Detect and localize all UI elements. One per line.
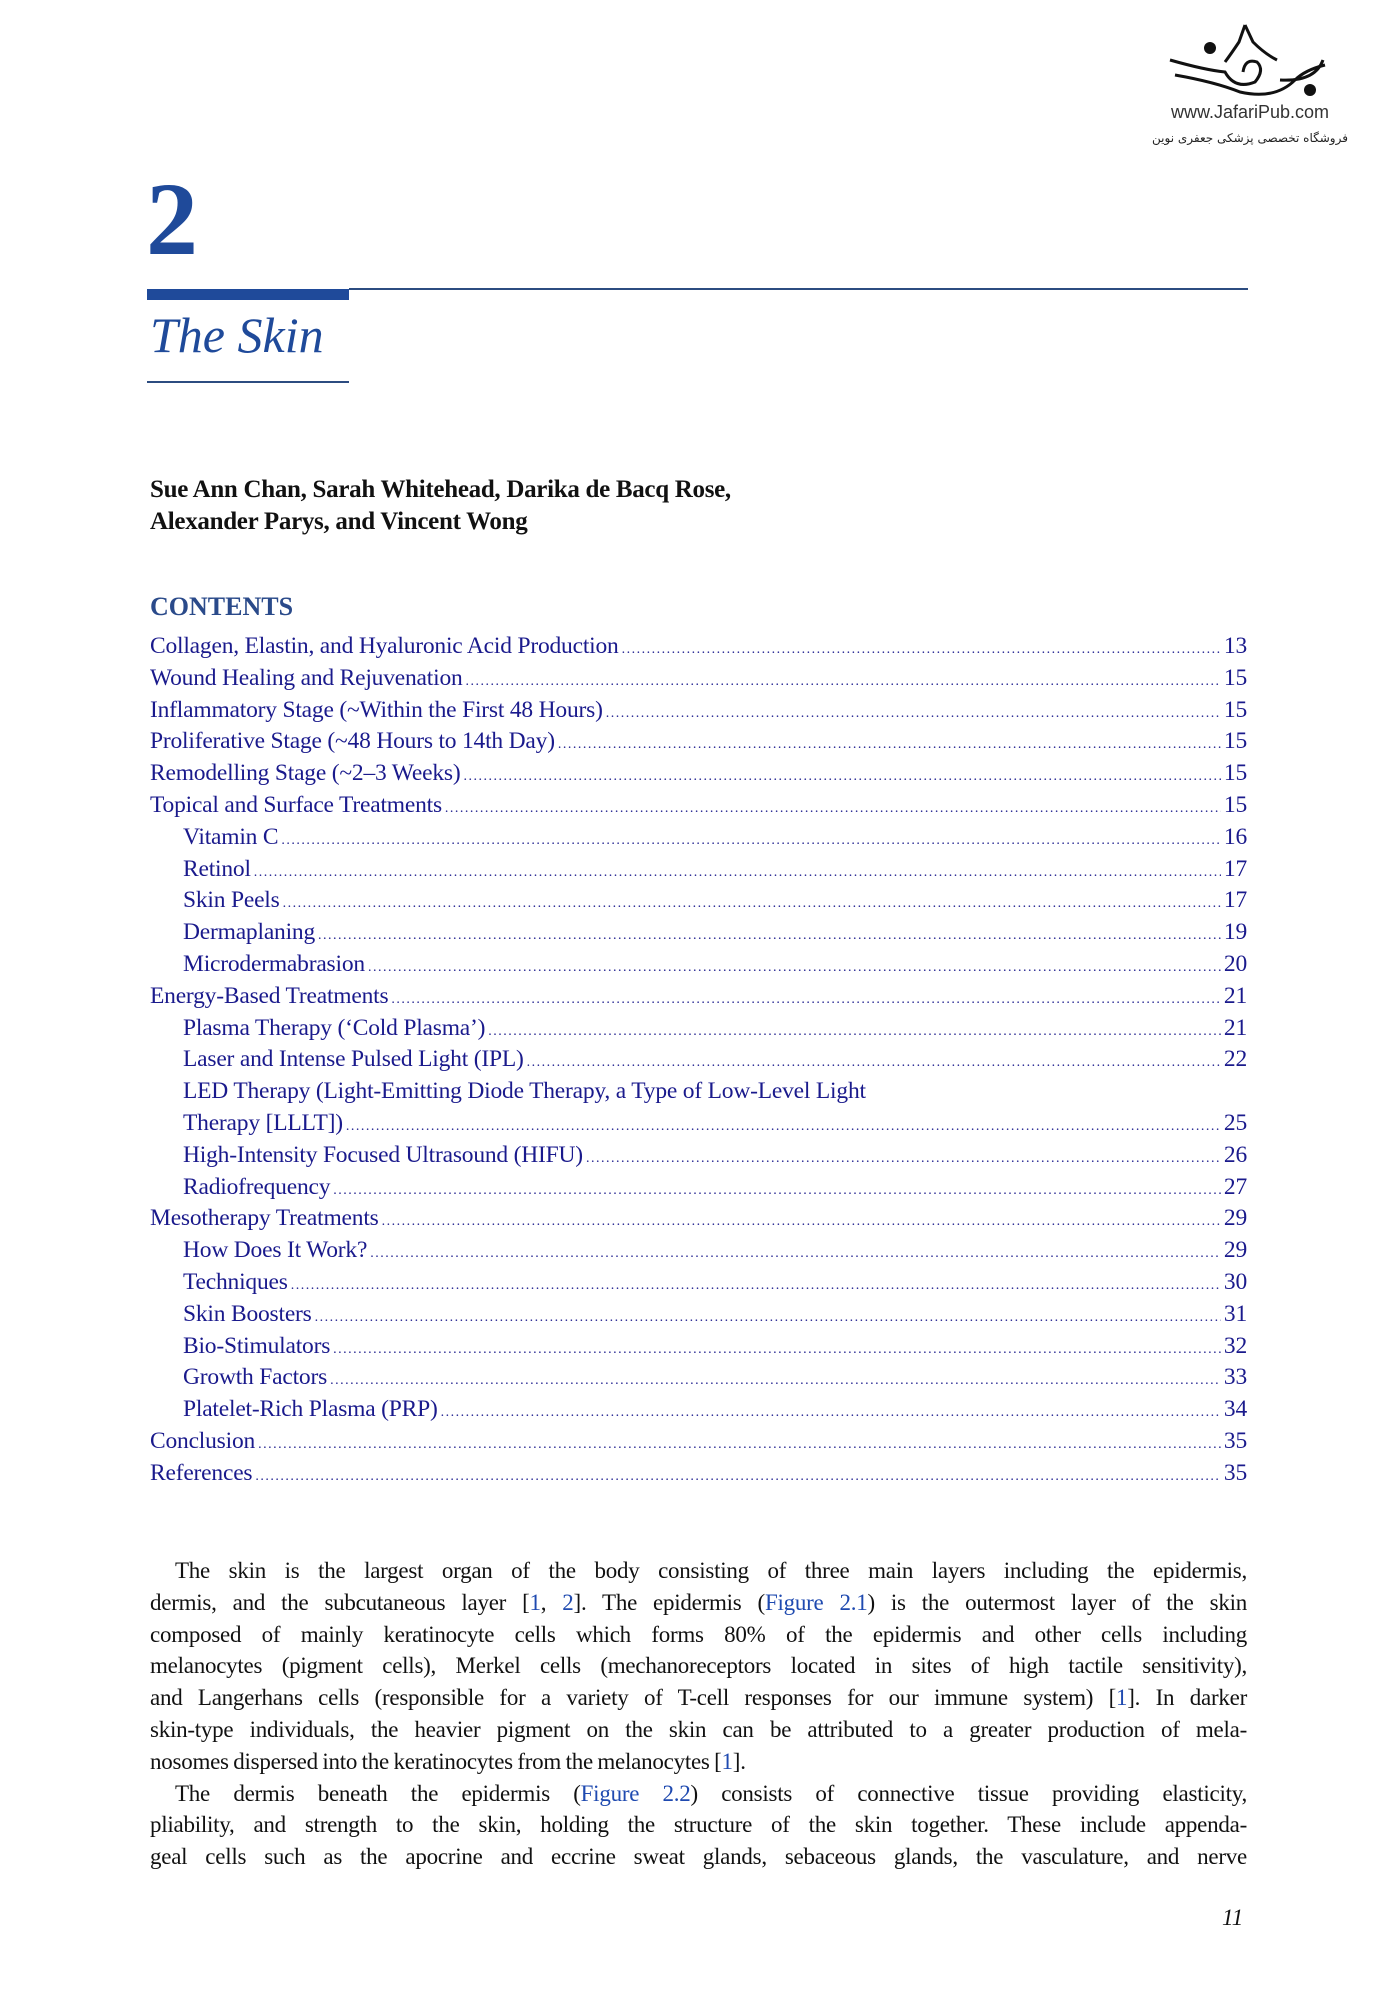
- citation-link[interactable]: 1: [529, 1589, 541, 1615]
- dot-leader: [258, 1437, 1221, 1453]
- text: ]. In darker: [1127, 1685, 1247, 1711]
- toc-entry[interactable]: [150, 1015, 1247, 1047]
- toc-entry-label[interactable]: Skin Peels: [183, 887, 280, 914]
- dot-leader: [558, 737, 1221, 753]
- toc-entry-label[interactable]: References: [150, 1459, 253, 1486]
- authors-line: Sue Ann Chan, Sarah Whitehead, Darika de Bacq Rose,: [150, 476, 731, 503]
- toc-entry-label[interactable]: Remodelling Stage (~2–3 Weeks): [150, 760, 461, 787]
- toc-entry-page[interactable]: 31: [1223, 1300, 1247, 1327]
- toc-entry-page[interactable]: 26: [1223, 1141, 1247, 1168]
- toc-entry-page[interactable]: 15: [1223, 728, 1247, 755]
- dot-leader: [368, 960, 1221, 976]
- toc-entry-page[interactable]: 29: [1223, 1205, 1247, 1232]
- toc-entry[interactable]: [150, 1333, 1247, 1365]
- dot-leader: [254, 865, 1221, 881]
- toc-entry[interactable]: [150, 1110, 1247, 1142]
- toc-entry[interactable]: [150, 1078, 1247, 1110]
- dot-leader: [622, 642, 1221, 658]
- dot-leader: [527, 1055, 1221, 1071]
- toc-entry[interactable]: [150, 983, 1247, 1015]
- contents-heading: CONTENTS: [150, 592, 294, 621]
- authors: [150, 474, 731, 538]
- toc-entry-label[interactable]: Radiofrequency: [183, 1173, 331, 1200]
- toc-entry-page[interactable]: 16: [1223, 823, 1247, 850]
- toc-entry-label[interactable]: Wound Healing and Rejuvenation: [150, 664, 463, 691]
- toc-entry[interactable]: [150, 1364, 1247, 1396]
- text: skin-type individuals, the heavier pigment on the skin can be attributed to a greater production of mela-: [150, 1716, 1247, 1742]
- figure-link[interactable]: Figure 2.2: [580, 1780, 691, 1806]
- dot-leader: [606, 706, 1221, 722]
- dot-leader: [463, 769, 1220, 785]
- toc-entry-label[interactable]: Dermaplaning: [183, 919, 316, 946]
- toc-entry[interactable]: [150, 760, 1247, 792]
- toc-entry[interactable]: [150, 1174, 1247, 1206]
- toc-entry[interactable]: [150, 887, 1247, 919]
- toc-entry[interactable]: [150, 792, 1247, 824]
- toc-entry-page[interactable]: 15: [1223, 760, 1247, 787]
- table-of-contents: [150, 633, 1247, 1492]
- toc-entry-page[interactable]: 19: [1223, 919, 1247, 946]
- body-line: [150, 1778, 1247, 1810]
- dot-leader: [283, 896, 1221, 912]
- toc-entry-label[interactable]: Bio-Stimulators: [183, 1332, 331, 1359]
- dot-leader: [333, 1342, 1221, 1358]
- authors-line: Alexander Parys, and Vincent Wong: [150, 508, 528, 535]
- toc-entry[interactable]: [150, 1237, 1247, 1269]
- body-text: [150, 1555, 1247, 1873]
- toc-entry-page[interactable]: 34: [1223, 1396, 1247, 1423]
- text: ]. The epidermis (: [573, 1589, 765, 1615]
- dot-leader: [466, 674, 1221, 690]
- toc-entry-label[interactable]: Mesotherapy Treatments: [150, 1205, 379, 1232]
- text: ) is the outermost layer of the skin: [867, 1589, 1247, 1615]
- toc-entry[interactable]: [150, 824, 1247, 856]
- dot-leader: [346, 1119, 1221, 1135]
- text: ) consists of connective tissue providing elasticity,: [690, 1780, 1247, 1806]
- toc-entry[interactable]: [150, 1205, 1247, 1237]
- toc-entry-page[interactable]: 21: [1223, 982, 1247, 1009]
- toc-entry-page[interactable]: 15: [1223, 791, 1247, 818]
- toc-entry[interactable]: [150, 1046, 1247, 1078]
- toc-entry-label[interactable]: Platelet-Rich Plasma (PRP): [183, 1396, 438, 1423]
- toc-entry-label[interactable]: High-Intensity Focused Ultrasound (HIFU): [183, 1141, 583, 1168]
- body-line: [150, 1682, 1247, 1714]
- toc-entry-label[interactable]: LED Therapy (Light-Emitting Diode Therapy, a Type of Low-Level Light: [183, 1078, 866, 1105]
- body-line: [150, 1746, 1247, 1778]
- citation-link[interactable]: 1: [1116, 1685, 1128, 1711]
- text: dermis, and the subcutaneous layer [: [150, 1589, 530, 1615]
- toc-entry-page[interactable]: 25: [1223, 1109, 1247, 1136]
- dot-leader: [382, 1214, 1221, 1230]
- toc-entry[interactable]: [150, 1301, 1247, 1333]
- toc-entry-label[interactable]: Topical and Surface Treatments: [150, 791, 442, 818]
- calligraphy-logo-icon: [1165, 20, 1335, 100]
- toc-entry[interactable]: [150, 728, 1247, 760]
- toc-entry-label[interactable]: Vitamin C: [183, 823, 279, 850]
- text: geal cells such as the apocrine and eccrine sweat glands, sebaceous glands, the vasculature, and nerve: [150, 1844, 1247, 1870]
- toc-entry-label[interactable]: Plasma Therapy (‘Cold Plasma’): [183, 1014, 486, 1041]
- text: nosomes dispersed into the keratinocytes from the melanocytes [: [150, 1748, 722, 1774]
- dot-leader: [370, 1246, 1221, 1262]
- text: ].: [732, 1748, 746, 1774]
- chapter-number: 2: [146, 162, 198, 277]
- dot-leader: [391, 992, 1220, 1008]
- toc-entry-label[interactable]: Inflammatory Stage (~Within the First 48 Hours): [150, 696, 603, 723]
- publisher-logo: [1130, 20, 1370, 145]
- toc-entry-label[interactable]: Energy-Based Treatments: [150, 982, 389, 1009]
- toc-entry-page[interactable]: 17: [1223, 887, 1247, 914]
- toc-entry[interactable]: [150, 1142, 1247, 1174]
- toc-entry[interactable]: [150, 1460, 1247, 1492]
- body-line: [150, 1650, 1247, 1682]
- toc-entry-page[interactable]: 20: [1223, 950, 1247, 977]
- text: melanocytes (pigment cells), Merkel cells (mechanoreceptors located in sites of high tactile sensitivity),: [150, 1653, 1247, 1679]
- dot-leader: [441, 1405, 1221, 1421]
- page-number: 11: [1222, 1905, 1244, 1930]
- body-line: [150, 1619, 1247, 1651]
- text: The dermis beneath the epidermis (: [175, 1780, 581, 1806]
- toc-entry-label[interactable]: Therapy [LLLT]): [183, 1109, 343, 1136]
- dot-leader: [333, 1183, 1221, 1199]
- body-line: [150, 1841, 1247, 1873]
- toc-entry-label[interactable]: Microdermabrasion: [183, 950, 365, 977]
- toc-entry[interactable]: [150, 1269, 1247, 1301]
- toc-entry-page[interactable]: 22: [1223, 1046, 1247, 1073]
- citation-link[interactable]: 2: [562, 1589, 574, 1615]
- figure-link[interactable]: Figure 2.1: [764, 1589, 868, 1615]
- toc-entry[interactable]: [150, 856, 1247, 888]
- dot-leader: [488, 1024, 1221, 1040]
- toc-entry-label[interactable]: Conclusion: [150, 1427, 256, 1454]
- dot-leader: [281, 833, 1221, 849]
- toc-entry-label[interactable]: Techniques: [183, 1268, 288, 1295]
- toc-entry[interactable]: [150, 919, 1247, 951]
- title-underline: [147, 381, 349, 383]
- dot-leader: [330, 1373, 1221, 1389]
- toc-entry-page[interactable]: 15: [1223, 696, 1247, 723]
- text: The skin is the largest organ of the body consisting of three main layers including the epidermis,: [175, 1558, 1247, 1583]
- chapter-accent-bar: [147, 289, 349, 300]
- toc-entry-page[interactable]: 33: [1223, 1364, 1247, 1391]
- toc-entry-page[interactable]: 17: [1223, 855, 1247, 882]
- toc-entry[interactable]: [150, 697, 1247, 729]
- toc-entry-page[interactable]: 13: [1223, 633, 1247, 659]
- dot-leader: [255, 1469, 1221, 1485]
- toc-entry-label[interactable]: Collagen, Elastin, and Hyaluronic Acid Production: [150, 633, 619, 659]
- chapter-title: The Skin: [150, 307, 324, 363]
- logo-tagline: فروشگاه تخصصی پزشکی جعفری نوین: [1152, 131, 1348, 145]
- toc-entry-page[interactable]: 29: [1223, 1237, 1247, 1264]
- body-line: [150, 1587, 1247, 1619]
- body-line: [150, 1714, 1247, 1746]
- toc-entry-label[interactable]: How Does It Work?: [183, 1237, 368, 1264]
- citation-link[interactable]: 1: [721, 1748, 733, 1774]
- toc-entry[interactable]: [150, 633, 1247, 665]
- toc-entry-label[interactable]: Skin Boosters: [183, 1300, 312, 1327]
- toc-entry-label[interactable]: Proliferative Stage (~48 Hours to 14th Day): [150, 728, 555, 755]
- dot-leader: [445, 801, 1221, 817]
- toc-entry-page[interactable]: 32: [1223, 1332, 1247, 1359]
- text: composed of mainly keratinocyte cells which forms 80% of the epidermis and other cells including: [150, 1621, 1247, 1647]
- toc-entry-label[interactable]: Growth Factors: [183, 1364, 328, 1391]
- toc-entry-page[interactable]: 15: [1223, 664, 1247, 691]
- dot-leader: [291, 1278, 1221, 1294]
- toc-entry[interactable]: [150, 1396, 1247, 1428]
- dot-leader: [318, 928, 1221, 944]
- logo-url: www.JafariPub.com: [1170, 102, 1330, 122]
- toc-entry-page[interactable]: 30: [1223, 1268, 1247, 1295]
- text: pliability, and strength to the skin, holding the structure of the skin together. These include appenda-: [150, 1812, 1247, 1838]
- dot-leader: [586, 1151, 1221, 1167]
- text: and Langerhans cells (responsible for a variety of T-cell responses for our immune system) [: [150, 1685, 1116, 1711]
- toc-entry-page[interactable]: 35: [1223, 1427, 1247, 1454]
- toc-entry[interactable]: [150, 665, 1247, 697]
- body-line: [150, 1809, 1247, 1841]
- header-rule: [349, 288, 1248, 290]
- toc-entry-label[interactable]: Retinol: [183, 855, 251, 882]
- toc-entry[interactable]: [150, 1428, 1247, 1460]
- toc-entry-label[interactable]: Laser and Intense Pulsed Light (IPL): [183, 1046, 524, 1073]
- dot-leader: [315, 1310, 1221, 1326]
- body-line: [150, 1555, 1247, 1587]
- toc-entry-page[interactable]: 21: [1223, 1014, 1247, 1041]
- toc-entry-page[interactable]: 27: [1223, 1173, 1247, 1200]
- toc-entry[interactable]: [150, 951, 1247, 983]
- toc-entry-page[interactable]: 35: [1223, 1459, 1247, 1486]
- text: ,: [540, 1589, 563, 1615]
